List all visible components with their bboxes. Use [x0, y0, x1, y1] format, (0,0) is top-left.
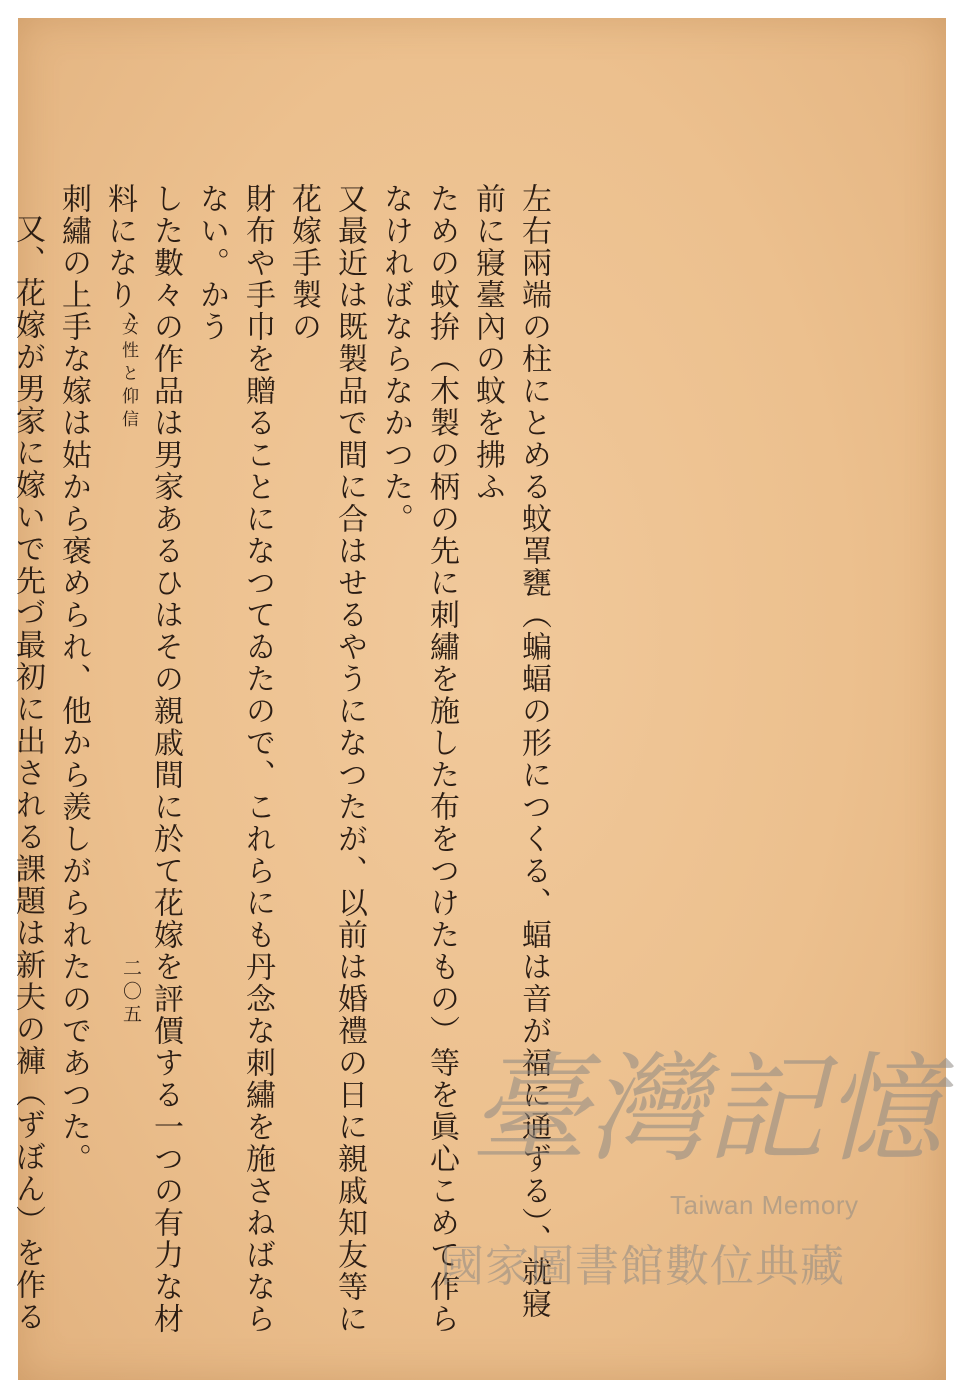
text-line: ための蚊拚（木製の柄の先に刺繡を施した布をつけたもの）等を眞心こめて作らなければならなかつた。 — [378, 183, 459, 1335]
text-line: した數々の作品は男家あるひはその親戚間に於て花嫁を評價する一つの有力な材料になり、 — [102, 183, 183, 1335]
text-line: 又、花嫁が男家に嫁いで先づ最初に出される課題は新夫の褲（ずぼん）を作る — [10, 213, 45, 1333]
text-line: 刺繡の上手な嫁は姑から褒められ、他から羨しがられたのであつた。 — [56, 183, 91, 1175]
text-line: 財布や手巾を贈ることになつてゐたので、これらにも丹念な刺繡を施さねばならない。かう — [194, 183, 275, 1335]
watermark-english: Taiwan Memory — [670, 1190, 859, 1220]
taiwan-memory-logo — [470, 1020, 943, 1180]
text-line: 左右兩端の柱にとめる蚊罩甕（蝙蝠の形につくる、蝠は音が福に通ずる）、就寢前に寢臺內の蚊を拂ふ — [470, 183, 551, 1320]
page-number: 二〇五 — [120, 958, 142, 1027]
logo-calligraphy: 臺灣記憶 — [470, 1040, 943, 1178]
watermark-institution: 國家圖書館數位典藏 — [440, 1241, 845, 1292]
text-line: 又最近は既製品で間に合はせるやうになつたが、以前は婚禮の日に親戚知友等に花嫁手製の — [286, 183, 367, 1335]
running-head: 女性と仰信 — [118, 318, 138, 433]
watermark — [440, 1020, 943, 1300]
